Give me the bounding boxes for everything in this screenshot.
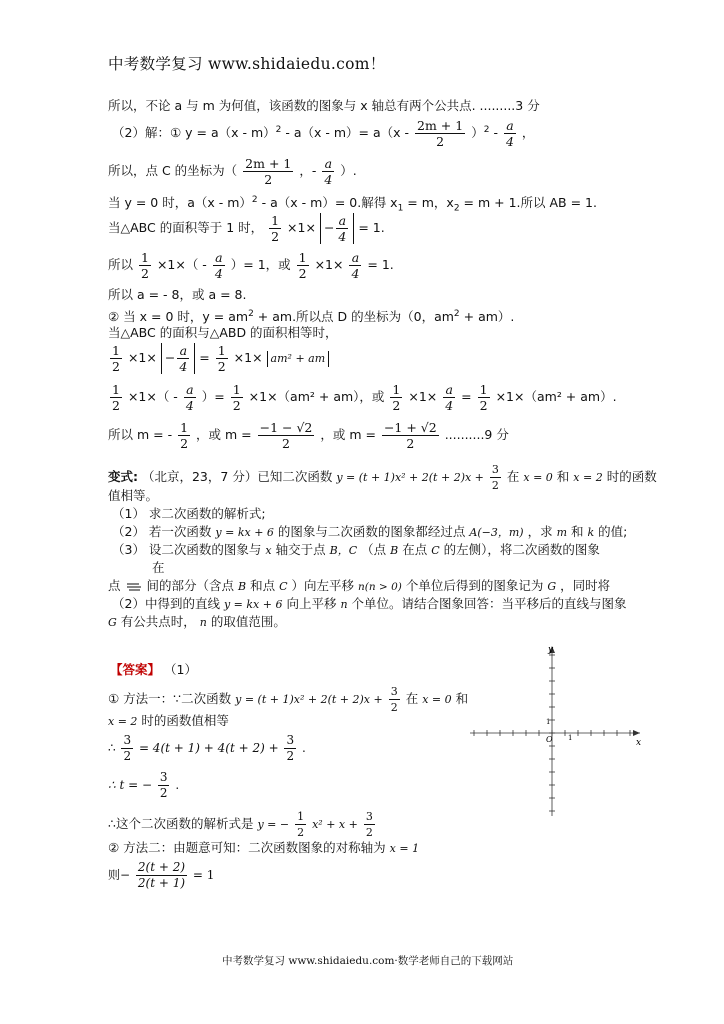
text: 的取值范围。 xyxy=(210,614,286,629)
text: ×1×（ - xyxy=(127,389,178,404)
equation: x = 0 xyxy=(422,693,452,706)
variant-line-1 xyxy=(108,462,657,493)
variable: n xyxy=(340,598,348,611)
equation: x² + x + xyxy=(312,818,358,831)
answer-heading xyxy=(110,662,197,678)
text: 时的函数 xyxy=(606,469,657,484)
text: ，求 xyxy=(527,524,553,539)
text: . xyxy=(175,778,180,792)
variable: n xyxy=(199,616,207,629)
fraction: $\frac{a}{4}$ xyxy=(505,118,514,149)
fraction: $\frac{3}{2}$ xyxy=(123,733,132,763)
fraction: $\frac{1}{2}$ xyxy=(180,420,189,451)
fraction: $\frac{1}{2}$ xyxy=(112,343,120,374)
text: ×1×（am² + am），或 xyxy=(248,389,385,404)
fraction: $\frac{1}{2}$ xyxy=(392,382,401,413)
text: ① 方法一：∵二次函数 xyxy=(108,691,232,706)
fraction: $\frac{a}{4}$ xyxy=(324,156,333,187)
text: 当 y = 0 时，a（x - m） xyxy=(108,195,252,211)
text: 时的函数值相等 xyxy=(141,713,229,728)
fraction: $\frac{a}{4}$ xyxy=(214,250,223,281)
variable: k xyxy=(587,526,595,539)
text: 在 xyxy=(506,469,520,484)
equation: ∴ t = − xyxy=(108,778,153,792)
text: 和 xyxy=(571,524,584,539)
text: ， xyxy=(521,125,535,140)
equation: y = (t + 1)x² + 2(t + 2)x + xyxy=(336,471,484,484)
variable: x xyxy=(265,544,272,557)
body-line-9: 当△ABC 的面积与△ABD 的面积相等时， xyxy=(108,325,338,340)
text: （2） 若一次函数 xyxy=(112,524,212,539)
answer-step-3 xyxy=(108,809,377,840)
text: ×1× xyxy=(127,350,157,365)
text: ）向左平移 xyxy=(291,578,354,593)
fraction: $\frac{a}{4}$ xyxy=(445,382,454,413)
text: 和点 xyxy=(250,578,276,593)
body-line-8 xyxy=(108,306,514,325)
equation: y = − xyxy=(257,818,290,831)
subscript: 2 xyxy=(453,203,460,214)
text: ） xyxy=(471,125,484,140)
superscript: 2 xyxy=(453,309,460,319)
text: 和 xyxy=(455,691,469,706)
text: - xyxy=(493,125,498,140)
variant-question-1: （1） 求二次函数的解析式; xyxy=(112,506,266,521)
text: 的图象与二次函数的图象都经过点 xyxy=(277,524,466,539)
superscript: 2 xyxy=(483,124,490,135)
text: ×1×（am² + am）. xyxy=(495,389,617,404)
text: 点 xyxy=(108,578,121,593)
fraction: $\frac{-1 - √2}{2}$ xyxy=(259,420,313,451)
superscript: 2 xyxy=(275,124,282,135)
superscript: 2 xyxy=(248,309,254,319)
text: 在点 xyxy=(402,542,428,557)
text: ，或 m = xyxy=(320,427,376,442)
equation: x = 0 xyxy=(523,471,553,484)
text: ×1× xyxy=(408,389,438,404)
answer-method-1 xyxy=(108,684,468,715)
fraction: $\frac{a}{4}$ xyxy=(185,382,194,413)
variant-question-3 xyxy=(112,542,600,559)
fraction: $\frac{1}{2}$ xyxy=(112,382,120,413)
y-axis-label: y xyxy=(548,645,554,655)
body-line-2 xyxy=(112,118,534,149)
text: = m + 1.所以 AB = 1. xyxy=(463,195,597,211)
text: 的左侧），将二次函数的图象 xyxy=(443,542,600,557)
text: ×1× xyxy=(287,220,316,235)
text: ，同时将 xyxy=(560,578,611,593)
fraction: $\frac{1}{2}$ xyxy=(141,250,149,281)
text: 个单位后得到的图象记为 xyxy=(405,578,544,593)
subscript: 1 xyxy=(397,203,404,214)
text: （3） 设二次函数的图象与 xyxy=(112,542,262,557)
fraction: $\frac{2m + 1}{2}$ xyxy=(245,156,292,187)
x-unit-label: 1 xyxy=(568,734,573,742)
variant-question-3-line-4 xyxy=(112,596,627,613)
variant-question-3-line-5 xyxy=(108,614,286,631)
variant-question-3-line-2: 在 xyxy=(152,560,165,575)
text: 间的部分（含点 xyxy=(146,578,234,593)
text: （点 xyxy=(361,542,387,557)
text: ）= xyxy=(201,389,225,404)
x-axis-arrow-icon xyxy=(633,730,640,736)
points: B，C xyxy=(329,544,358,557)
text: 的值; xyxy=(598,524,628,539)
fraction: $\frac{3}{2}$ xyxy=(159,770,168,800)
text: （1） xyxy=(164,662,197,677)
fraction: $\frac{1}{2}$ xyxy=(297,810,305,839)
coordinate-grid xyxy=(468,640,648,820)
text: （2）解：① y = a（x - m） xyxy=(112,125,276,140)
text: = 1. xyxy=(358,220,385,235)
origin-label: O xyxy=(546,735,553,744)
text: ∴这个二次函数的解析式是 xyxy=(108,816,254,831)
absolute-value: − $\frac{a}{4}$ xyxy=(161,343,195,374)
body-line-5 xyxy=(108,213,385,244)
y-unit-label: 1 xyxy=(546,718,551,726)
text: ）= 1，或 xyxy=(230,257,291,272)
text: = xyxy=(199,350,210,365)
body-line-10 xyxy=(108,343,329,374)
text: 所以 xyxy=(108,257,134,272)
equation: x = 2 xyxy=(573,471,603,484)
text: 当△ABC 的面积等于 1 时， xyxy=(108,220,264,235)
equation: y = kx + 6 xyxy=(215,526,274,539)
text: ×1× xyxy=(314,257,344,272)
text: . xyxy=(301,741,306,755)
fraction: $\frac{a}{4}$ xyxy=(351,250,360,281)
text: + am）. xyxy=(463,309,515,325)
text: ，- xyxy=(299,163,317,178)
equation: y = kx + 6 xyxy=(223,598,283,611)
body-line-11 xyxy=(108,382,617,413)
variant-question-2 xyxy=(112,524,627,541)
variable: B xyxy=(237,580,247,593)
text: 个单位。请结合图象回答：当平移后的直线与图象 xyxy=(351,596,627,611)
condition: n(n > 0) xyxy=(357,581,402,593)
text: = m，x xyxy=(407,195,454,211)
fraction: $\frac{1}{2}$ xyxy=(217,343,226,374)
text: 向上平移 xyxy=(286,596,337,611)
body-line-7: 所以 a = - 8，或 a = 8. xyxy=(108,287,247,302)
text: ② 方法二：由题意可知：二次函数图象的对称轴为 xyxy=(108,840,386,855)
fraction: $\frac{1}{2}$ xyxy=(298,250,307,281)
text: 所以 m = - xyxy=(108,427,173,442)
text: （2）中得到的直线 xyxy=(112,596,220,611)
text: 轴交于点 xyxy=(275,542,326,557)
variable: C xyxy=(279,580,288,593)
text: 在 xyxy=(405,691,419,706)
text: （北京，23，7 分）已知二次函数 xyxy=(141,469,333,484)
variant-line-2: 值相等。 xyxy=(108,488,159,503)
absolute-value: − $\frac{a}{4}$ xyxy=(320,213,354,244)
answer-method-2 xyxy=(108,840,419,857)
absolute-value: am² + am xyxy=(267,351,330,367)
text: 则 xyxy=(108,868,121,882)
fraction: $\frac{3}{2}$ xyxy=(491,463,499,492)
formula-glyph-icon xyxy=(125,581,143,593)
equation: x = 1 xyxy=(389,842,420,855)
variable: G xyxy=(108,616,117,629)
fraction: $\frac{2m + 1}{2}$ xyxy=(417,118,464,149)
x-axis-label: x xyxy=(636,738,642,748)
text: ② 当 x = 0 时，y = am xyxy=(108,309,249,325)
body-line-12 xyxy=(108,420,509,451)
text: 所以，点 C 的坐标为（ xyxy=(108,163,238,178)
answer-tag: 【答案】 xyxy=(110,662,161,677)
point: A(−3，m) xyxy=(469,526,524,539)
variable: m xyxy=(556,526,568,539)
text: 有公共点时， xyxy=(120,614,196,629)
answer-step-1 xyxy=(108,733,306,764)
fraction: $\frac{1}{2}$ xyxy=(479,382,488,413)
fraction: $\frac{3}{2}$ xyxy=(286,733,295,763)
fraction: $\frac{-1 + √2}{2}$ xyxy=(383,420,437,451)
fraction: $\frac{3}{2}$ xyxy=(365,810,373,839)
text: = xyxy=(461,389,472,404)
text: + am.所以点 D 的坐标为（0，am xyxy=(257,309,454,325)
body-line-1: 所以，不论 a 与 m 为何值，该函数的图象与 x 轴总有两个公共点. .........3 分 xyxy=(108,98,540,113)
equation: = 4(t + 1) + 4(t + 2) + xyxy=(138,741,279,755)
text: ..........9 分 xyxy=(444,427,509,442)
text: ，或 m = xyxy=(196,427,252,442)
equation: y = (t + 1)x² + 2(t + 2)x + xyxy=(235,693,383,706)
equation: x = 2 xyxy=(108,715,138,728)
page-footer: 中考数学复习 www.shidaiedu.com·数学老师自己的下载网站 xyxy=(222,955,514,967)
text: ∴ xyxy=(108,741,116,755)
fraction: $\frac{1}{2}$ xyxy=(271,213,280,244)
text: ×1× xyxy=(233,350,263,365)
text: - a（x - m）= a（x - xyxy=(285,125,410,140)
text: ）. xyxy=(340,163,357,178)
text: − xyxy=(120,868,131,882)
body-line-6 xyxy=(108,250,394,281)
fraction: $\frac{2(t + 2)}{2(t + 1)}$ xyxy=(137,860,186,890)
answer-method-1-line-2 xyxy=(108,713,229,730)
fraction: $\frac{1}{2}$ xyxy=(232,382,241,413)
variant-label: 变式: xyxy=(108,469,138,484)
answer-method-2-line-2 xyxy=(108,860,214,891)
variable: C xyxy=(431,544,440,557)
text: ×1×（ - xyxy=(156,257,207,272)
variable: G xyxy=(547,580,557,593)
body-line-3 xyxy=(108,156,357,187)
text: = 1 xyxy=(192,868,215,882)
text: 和 xyxy=(556,469,570,484)
text: = 1. xyxy=(367,257,394,272)
variable: B xyxy=(390,544,399,557)
text: - a（x - m）= 0.解得 x xyxy=(261,195,398,211)
variant-question-3-line-3 xyxy=(108,578,610,595)
superscript: 2 xyxy=(251,195,258,205)
fraction: $\frac{3}{2}$ xyxy=(390,685,398,714)
answer-step-2 xyxy=(108,770,179,801)
page-header: 中考数学复习 www.shidaiedu.com！ xyxy=(108,55,386,73)
